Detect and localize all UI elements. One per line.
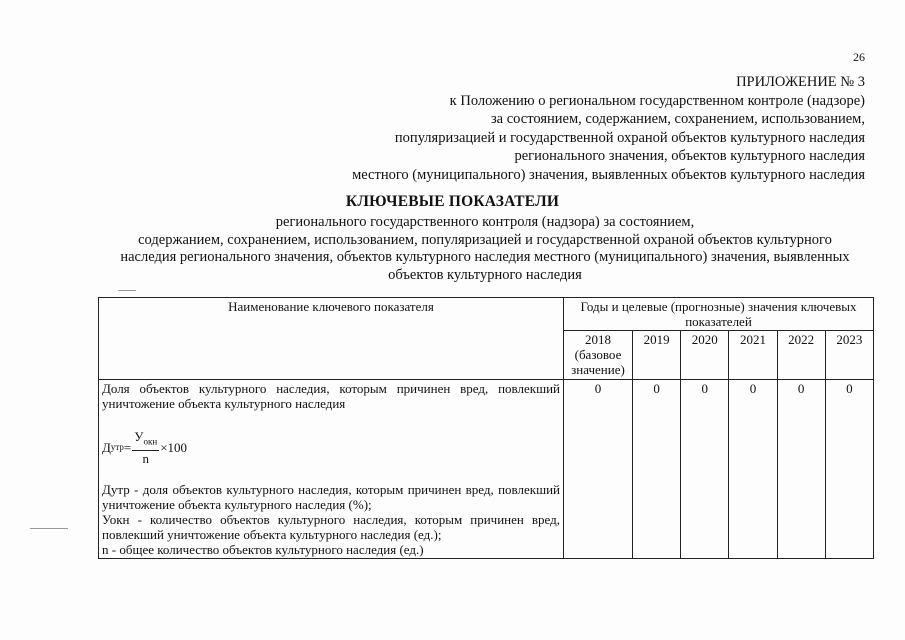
name-column-header: Наименование ключевого показателя	[99, 298, 564, 380]
appendix-line: к Положению о региональном государственном контроле (надзоре)	[449, 92, 865, 109]
years-column-header: Годы и целевые (прогнозные) значения ключевых показателей	[564, 298, 874, 331]
formula-equals: =	[123, 439, 132, 455]
value-cell: 0	[777, 380, 825, 559]
year-header: 2023	[825, 331, 873, 380]
indicator-title: Доля объектов культурного наследия, которым причинен вред, повлекший уничтожение объекта культурного наследия	[102, 381, 560, 411]
subheading-line: регионального государственного контроля (надзора) за состоянием,	[275, 214, 695, 230]
appendix-block	[352, 73, 865, 184]
legend-item: Дутр - доля объектов культурного наследия, которым причинен вред, повлекший уничтожение объекта культурного наследия (%);	[102, 481, 560, 512]
scan-mark	[118, 290, 136, 291]
year-header: 2019	[633, 331, 681, 380]
legend-item: n - общее количество объектов культурного наследия (ед.)	[102, 541, 424, 557]
document-subheading	[100, 214, 870, 284]
appendix-line: за состоянием, содержанием, сохранением, использованием,	[490, 111, 865, 127]
scan-mark	[30, 528, 68, 529]
subheading-line: наследия регионального значения, объектов культурного наследия местного (муниципального) значения, выявленных	[120, 249, 850, 265]
formula-fraction	[132, 429, 159, 466]
formula-denominator: n	[142, 450, 149, 466]
table-row	[99, 380, 874, 559]
value-cell: 0	[729, 380, 777, 559]
formula-tail: ×100	[160, 439, 188, 455]
formula-legend	[102, 482, 560, 557]
value-cell: 0	[681, 380, 729, 559]
appendix-line: местного (муниципального) значения, выявленных объектов культурного наследия	[352, 166, 865, 183]
document-heading: КЛЮЧЕВЫЕ ПОКАЗАТЕЛИ	[345, 193, 560, 210]
page-number: 26	[853, 50, 865, 64]
appendix-line: регионального значения, объектов культурного наследия	[514, 148, 865, 164]
value-cell: 0	[564, 380, 633, 559]
formula-lhs: Д	[102, 439, 111, 455]
indicator-formula	[102, 429, 560, 466]
indicator-cell	[99, 380, 564, 559]
legend-item: Уокн - количество объектов культурного наследия, которым причинен вред, повлекший уничтожение объекта культурного наследия (ед.);	[102, 511, 560, 542]
formula-numerator	[132, 429, 159, 451]
year-header: 2022	[777, 331, 825, 380]
year-header: 2021	[729, 331, 777, 380]
kpi-table	[98, 297, 874, 559]
formula-num-letter: У	[134, 429, 144, 444]
value-cell: 0	[633, 380, 681, 559]
formula-num-sub: окн	[143, 436, 158, 447]
appendix-line: популяризацией и государственной охраной объектов культурного наследия	[394, 129, 865, 146]
year-header: 2018 (базовое значение)	[564, 331, 633, 380]
value-cell: 0	[825, 380, 873, 559]
year-header: 2020	[681, 331, 729, 380]
formula-lhs-sub: утр	[110, 441, 124, 452]
appendix-title: ПРИЛОЖЕНИЕ № 3	[736, 74, 865, 90]
subheading-line: объектов культурного наследия	[388, 266, 582, 283]
subheading-line: содержанием, сохранением, использованием, популяризацией и государственной охраной объектов культурного	[138, 231, 832, 248]
